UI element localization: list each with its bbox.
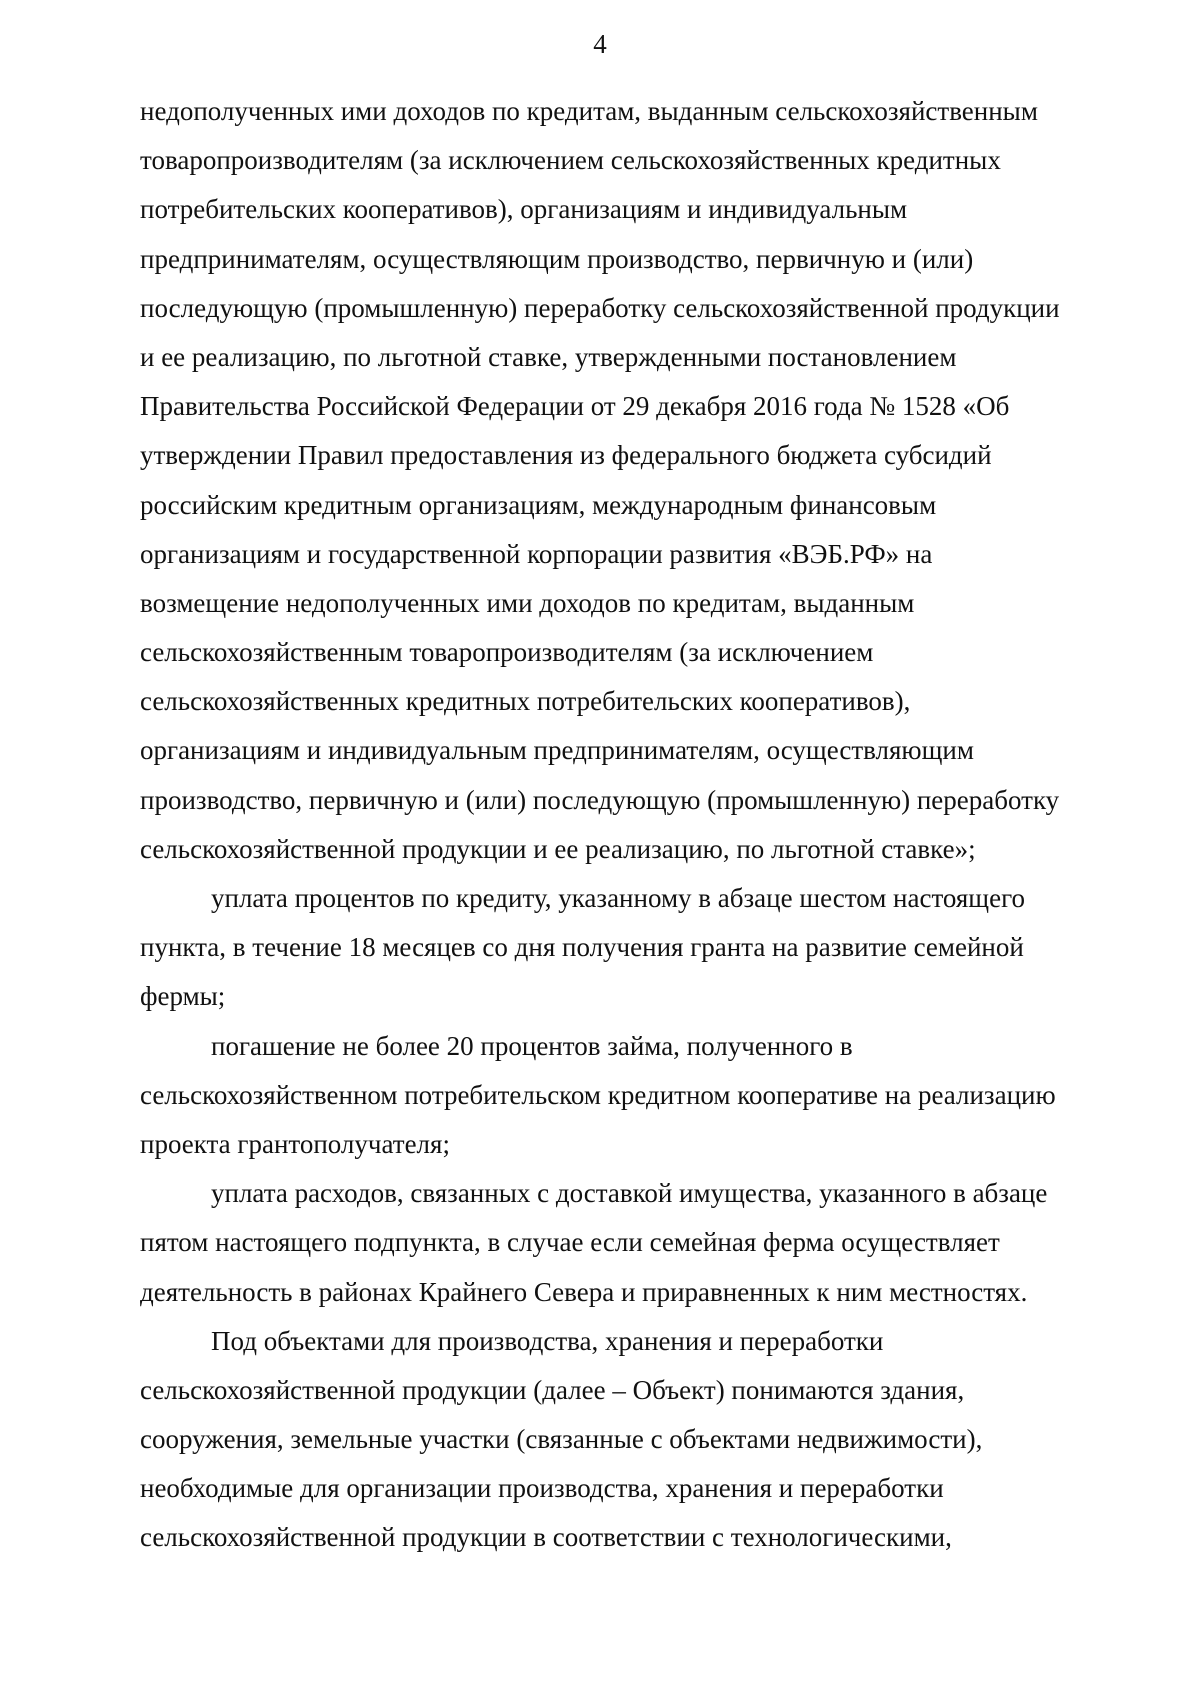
paragraph bbox=[140, 1169, 1125, 1317]
text-line: проекта грантополучателя; bbox=[140, 1128, 450, 1159]
text-line: и ее реализацию, по льготной ставке, утвержденными постановлением bbox=[140, 341, 957, 372]
text-line: возмещение недополученных ими доходов по кредитам, выданным bbox=[140, 587, 915, 618]
text-line: потребительских кооперативов), организациям и индивидуальным bbox=[140, 194, 908, 225]
text-line: пункта, в течение 18 месяцев со дня получения гранта на развитие семейной bbox=[140, 932, 1024, 963]
paragraph bbox=[140, 874, 1125, 1022]
text-line: утверждении Правил предоставления из федерального бюджета субсидий bbox=[140, 440, 992, 471]
text-line: последующую (промышленную) переработку сельскохозяйственной продукции bbox=[140, 292, 1060, 323]
text-line: Правительства Российской Федерации от 29 декабря 2016 года № 1528 «Об bbox=[140, 391, 1010, 422]
text-line: фермы; bbox=[140, 981, 226, 1012]
text-line: необходимые для организации производства, хранения и переработки bbox=[140, 1473, 944, 1504]
document-body bbox=[140, 87, 1125, 1563]
text-line: пятом настоящего подпункта, в случае если семейная ферма осуществляет bbox=[140, 1227, 1000, 1258]
page-number: 4 bbox=[593, 29, 607, 59]
text-line: товаропроизводителям (за исключением сельскохозяйственных кредитных bbox=[140, 145, 1001, 176]
text-line: организациям и государственной корпорации развития «ВЭБ.РФ» на bbox=[140, 538, 933, 569]
text-line: предпринимателям, осуществляющим производство, первичную и (или) bbox=[140, 243, 974, 274]
text-line: сельскохозяйственной продукции (далее – Объект) понимаются здания, bbox=[140, 1374, 965, 1405]
text-line: Под объектами для производства, хранения и переработки bbox=[211, 1325, 884, 1356]
paragraph bbox=[140, 1022, 1125, 1170]
text-line: уплата процентов по кредиту, указанному в абзаце шестом настоящего bbox=[211, 883, 1025, 913]
text-line: производство, первичную и (или) последующую (промышленную) переработку bbox=[140, 784, 1060, 815]
text-line: уплата расходов, связанных с доставкой имущества, указанного в абзаце bbox=[211, 1178, 1048, 1209]
text-line: деятельность в районах Крайнего Севера и приравненных к ним местностях. bbox=[140, 1276, 1028, 1307]
text-line: сельскохозяйственном потребительском кредитном кооперативе на реализацию bbox=[140, 1079, 1056, 1110]
text-line: сельскохозяйственных кредитных потребительских кооперативов), bbox=[140, 686, 911, 717]
text-line: организациям и индивидуальным предпринимателям, осуществляющим bbox=[140, 735, 974, 766]
text-line: сельскохозяйственной продукции в соответствии с технологическими, bbox=[140, 1522, 952, 1553]
text-line: погашение не более 20 процентов займа, полученного в bbox=[211, 1030, 853, 1061]
text-line: сельскохозяйственной продукции и ее реализацию, по льготной ставке»; bbox=[140, 833, 976, 864]
text-line: сельскохозяйственным товаропроизводителям (за исключением bbox=[140, 637, 874, 668]
text-line: недополученных ими доходов по кредитам, выданным сельскохозяйственным bbox=[140, 96, 1038, 126]
paragraph bbox=[140, 1317, 1125, 1563]
paragraph bbox=[140, 87, 1125, 874]
text-line: сооружения, земельные участки (связанные с объектами недвижимости), bbox=[140, 1424, 983, 1455]
text-line: российским кредитным организациям, международным финансовым bbox=[140, 489, 937, 520]
